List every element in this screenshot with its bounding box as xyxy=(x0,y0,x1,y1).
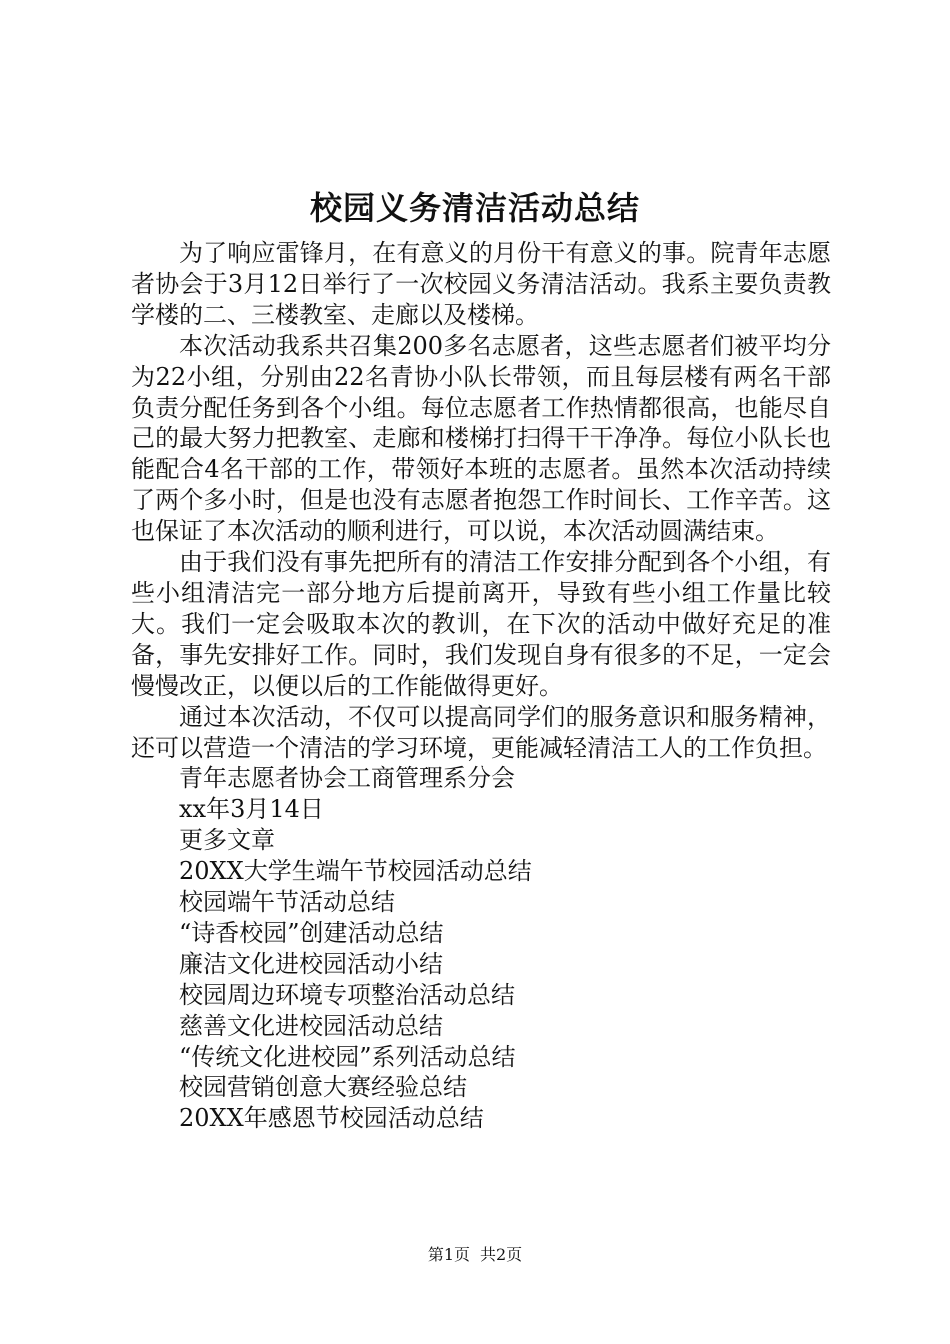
paragraph: 通过本次活动，不仅可以提高同学们的服务意识和服务精神，还可以营造一个清洁的学习环境，更能减轻清洁工人的工作负担。 xyxy=(131,702,831,762)
more-articles-heading: 更多文章 xyxy=(179,826,275,855)
related-article-link[interactable]: 廉洁文化进校园活动小结 xyxy=(179,949,443,978)
related-article-link[interactable]: 20XX大学生端午节校园活动总结 xyxy=(179,857,532,886)
page-total: 共2页 xyxy=(480,1245,523,1264)
closing-block xyxy=(131,763,831,1134)
related-article-link[interactable]: 校园营销创意大赛经验总结 xyxy=(179,1073,467,1102)
related-article-link[interactable]: 慈善文化进校园活动总结 xyxy=(179,1011,443,1040)
page-number: 第1页 xyxy=(427,1245,470,1264)
related-article-link[interactable]: “传统文化进校园”系列活动总结 xyxy=(179,1042,516,1071)
related-article-link[interactable]: “诗香校园”创建活动总结 xyxy=(179,918,444,947)
related-article-link[interactable]: 20XX年感恩节校园活动总结 xyxy=(179,1104,484,1133)
document-title: 校园义务清洁活动总结 xyxy=(309,189,640,227)
document-date: xx年3月14日 xyxy=(179,795,324,824)
document-body xyxy=(131,238,831,1134)
related-article-link[interactable]: 校园周边环境专项整治活动总结 xyxy=(179,980,515,1009)
page-footer xyxy=(0,1245,950,1265)
paragraph: 为了响应雷锋月，在有意义的月份干有意义的事。院青年志愿者协会于3月12日举行了一次校园义务清洁活动。我系主要负责教学楼的二、三楼教室、走廊以及楼梯。 xyxy=(131,239,831,329)
paragraph: 由于我们没有事先把所有的清洁工作安排分配到各个小组，有些小组清洁完一部分地方后提前离开，导致有些小组工作量比较大。我们一定会吸取本次的教训，在下次的活动中做好充足的准备，事先安排好工作。同时，我们发现自身有很多的不足，一定会慢慢改正，以便以后的工作能做得更好。 xyxy=(131,548,831,700)
related-article-link[interactable]: 校园端午节活动总结 xyxy=(179,888,395,917)
signature: 青年志愿者协会工商管理系分会 xyxy=(179,764,515,793)
paragraph: 本次活动我系共召集200多名志愿者，这些志愿者们被平均分为22小组，分别由22名青协小队长带领，而且每层楼有两名干部负责分配任务到各个小组。每位志愿者工作热情都很高，也能尽自己的最大努力把教室、走廊和楼梯打扫得干干净净。每位小队长也能配合4名干部的工作，带领好本班的志愿者。虽然本次活动持续了两个多小时，但是也没有志愿者抱怨工作时间长、工作辛苦。这也保证了本次活动的顺利进行，可以说，本次活动圆满结束。 xyxy=(131,331,831,546)
